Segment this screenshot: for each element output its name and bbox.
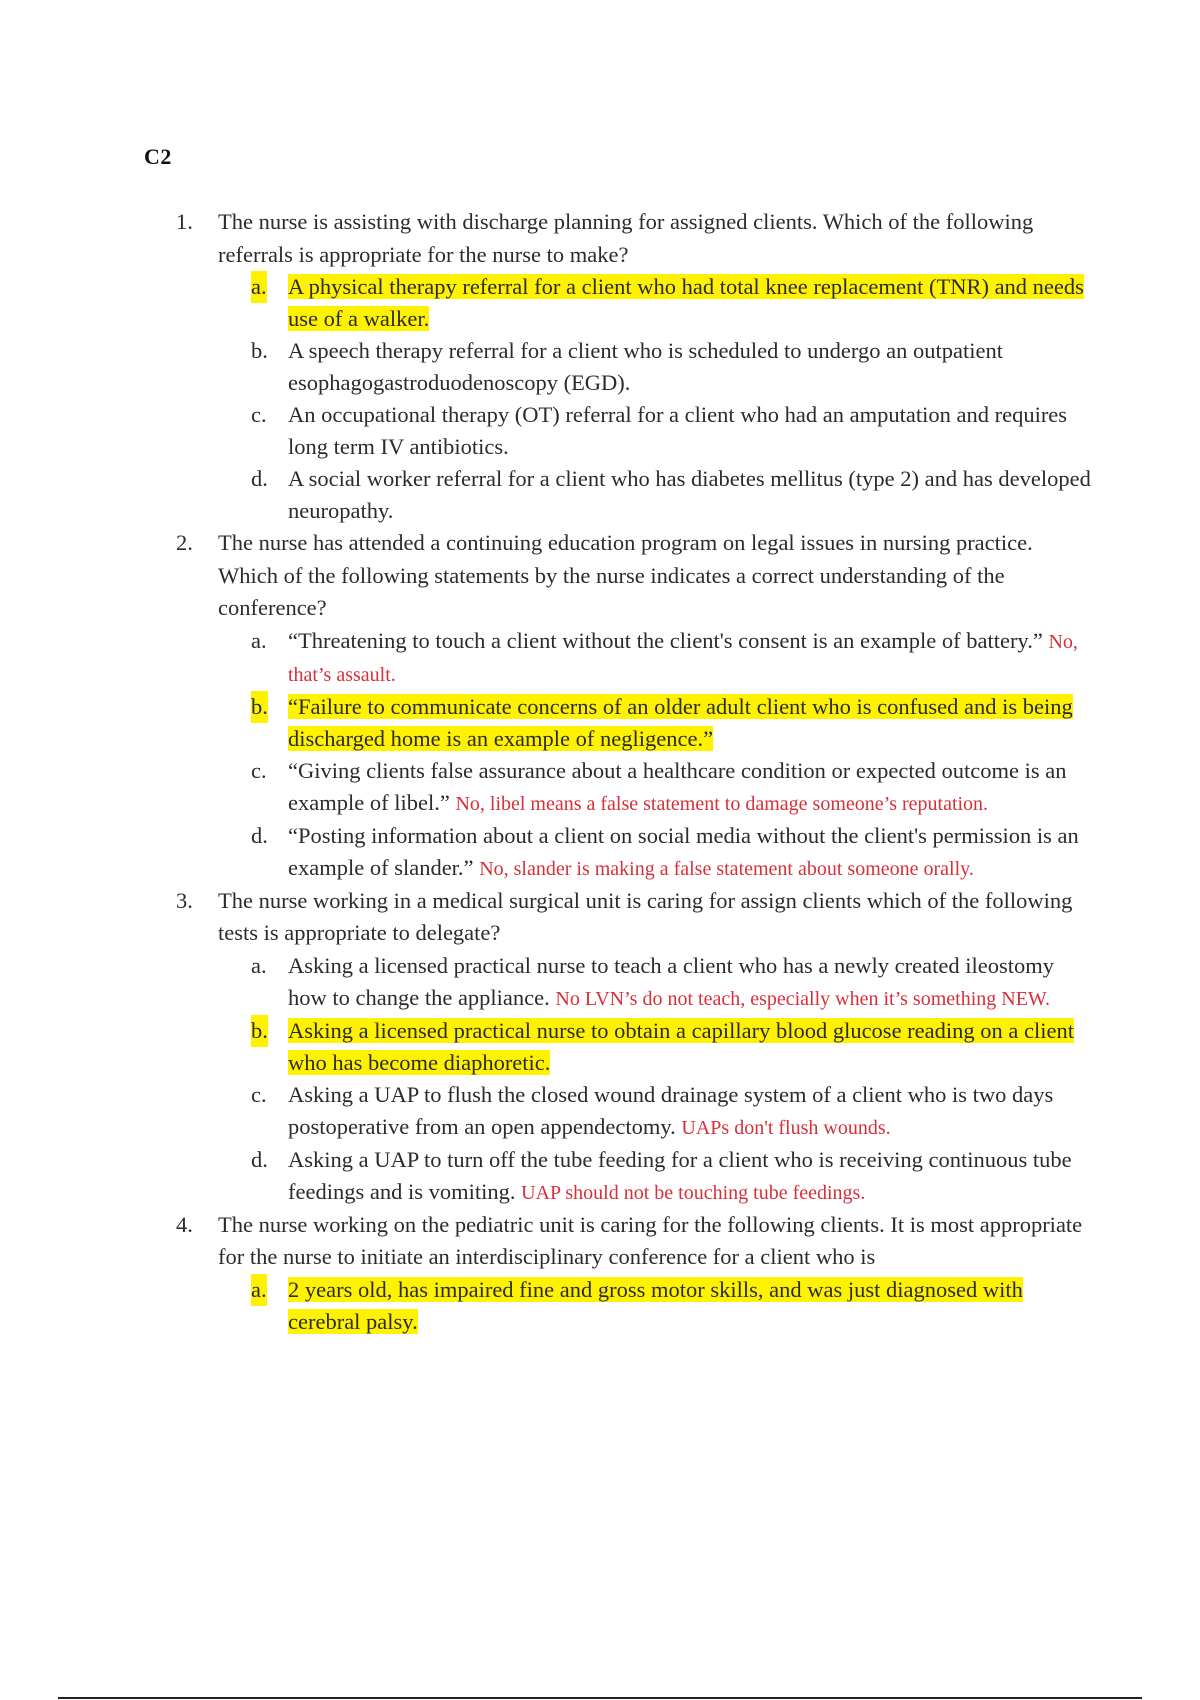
option-list [251,271,1096,527]
option-item [251,271,1096,335]
option-item [251,950,1096,1015]
option-text: A social worker referral for a client who has diabetes mellitus (type 2) and has developed neuropathy. [288,466,1091,523]
option-text: Asking a licensed practical nurse to teach a client who has a newly created ileostomy how to change the appliance. [288,952,1054,1010]
option-text-highlighted: “Failure to communicate concerns of an older adult client who is confused and is being discharged home is an example of negligence.” [288,693,1073,751]
option-item [251,1274,1096,1338]
option-letter: a. [251,271,267,303]
option-item [251,1144,1096,1209]
option-text: Asking a UAP to flush the closed wound drainage system of a client who is two days postoperative from an open appendectomy. [288,1081,1054,1139]
question-stem: The nurse working on the pediatric unit is caring for the following clients. It is most appropriate for the nurse to initiate an interdisciplinary conference for a client who is [218,1211,1083,1269]
question-number: 3. [176,887,193,913]
annotation-note: No, slander is making a false statement about someone orally. [479,857,974,880]
option-letter: c. [251,757,267,783]
option-letter: d. [251,1146,268,1172]
annotation-note: No, libel means a false statement to damage someone’s reputation. [455,792,989,815]
option-letter: b. [251,1015,268,1047]
bottom-rule [58,1697,1142,1699]
option-letter: d. [251,822,268,848]
option-item [251,820,1096,885]
option-item [251,399,1096,463]
annotation-note: No LVN’s do not teach, especially when it’s something NEW. [555,987,1050,1010]
option-text: “Threatening to touch a client without the client's consent is an example of battery.” [288,627,1043,653]
option-text: “Giving clients false assurance about a healthcare condition or expected outcome is an example of libel.” [288,757,1067,815]
option-item [251,335,1096,399]
option-letter: c. [251,402,267,427]
option-text-highlighted: A physical therapy referral for a client who had total knee replacement (TNR) and needs use of a walker. [288,274,1084,331]
option-text: Asking a UAP to turn off the tube feeding for a client who is receiving continuous tube feedings and is vomiting. [288,1146,1072,1204]
question-stem: The nurse working in a medical surgical unit is caring for assign clients which of the following tests is appropriate to delegate? [218,887,1073,945]
question-item [176,885,1096,1209]
question-item [176,1209,1096,1338]
option-letter: a. [251,1274,267,1306]
option-letter: c. [251,1081,267,1107]
option-item [251,755,1096,820]
question-item [176,527,1096,885]
option-text: A speech therapy referral for a client who is scheduled to undergo an outpatient esophagogastroduodenoscopy (EGD). [288,338,1003,395]
option-item [251,691,1096,755]
question-number: 1. [176,209,193,234]
option-item [251,625,1096,691]
option-letter: a. [251,952,267,978]
option-text: “Posting information about a client on social media without the client's permission is an example of slander.” [288,822,1079,880]
option-text-highlighted: Asking a licensed practical nurse to obtain a capillary blood glucose reading on a client who has become diaphoretic. [288,1017,1074,1075]
option-item [251,1015,1096,1079]
question-item [176,206,1096,527]
option-list [251,950,1096,1209]
question-number: 2. [176,530,193,555]
option-item [251,463,1096,527]
option-item [251,1079,1096,1144]
annotation-note: UAP should not be touching tube feedings. [521,1181,866,1204]
option-list [251,1274,1096,1338]
option-letter: b. [251,691,268,723]
question-number: 4. [176,1211,193,1237]
option-text: An occupational therapy (OT) referral for a client who had an amputation and requires long term IV antibiotics. [288,402,1068,459]
option-letter: d. [251,466,268,491]
option-letter: b. [251,338,268,363]
question-list [176,206,1096,1338]
annotation-note: No, that’s assault. [288,630,1078,686]
question-stem: The nurse is assisting with discharge planning for assigned clients. Which of the following referrals is appropriate for the nurse to make? [218,209,1034,267]
option-letter: a. [251,627,267,653]
annotation-note: UAPs don't flush wounds. [681,1116,891,1139]
option-text-highlighted: 2 years old, has impaired fine and gross motor skills, and was just diagnosed with cerebral palsy. [288,1276,1023,1334]
option-list [251,625,1096,885]
section-heading: C2 [144,144,172,169]
question-stem: The nurse has attended a continuing education program on legal issues in nursing practice. Which of the following statements by the nurse indicates a correct understanding of the conference? [218,530,1033,620]
